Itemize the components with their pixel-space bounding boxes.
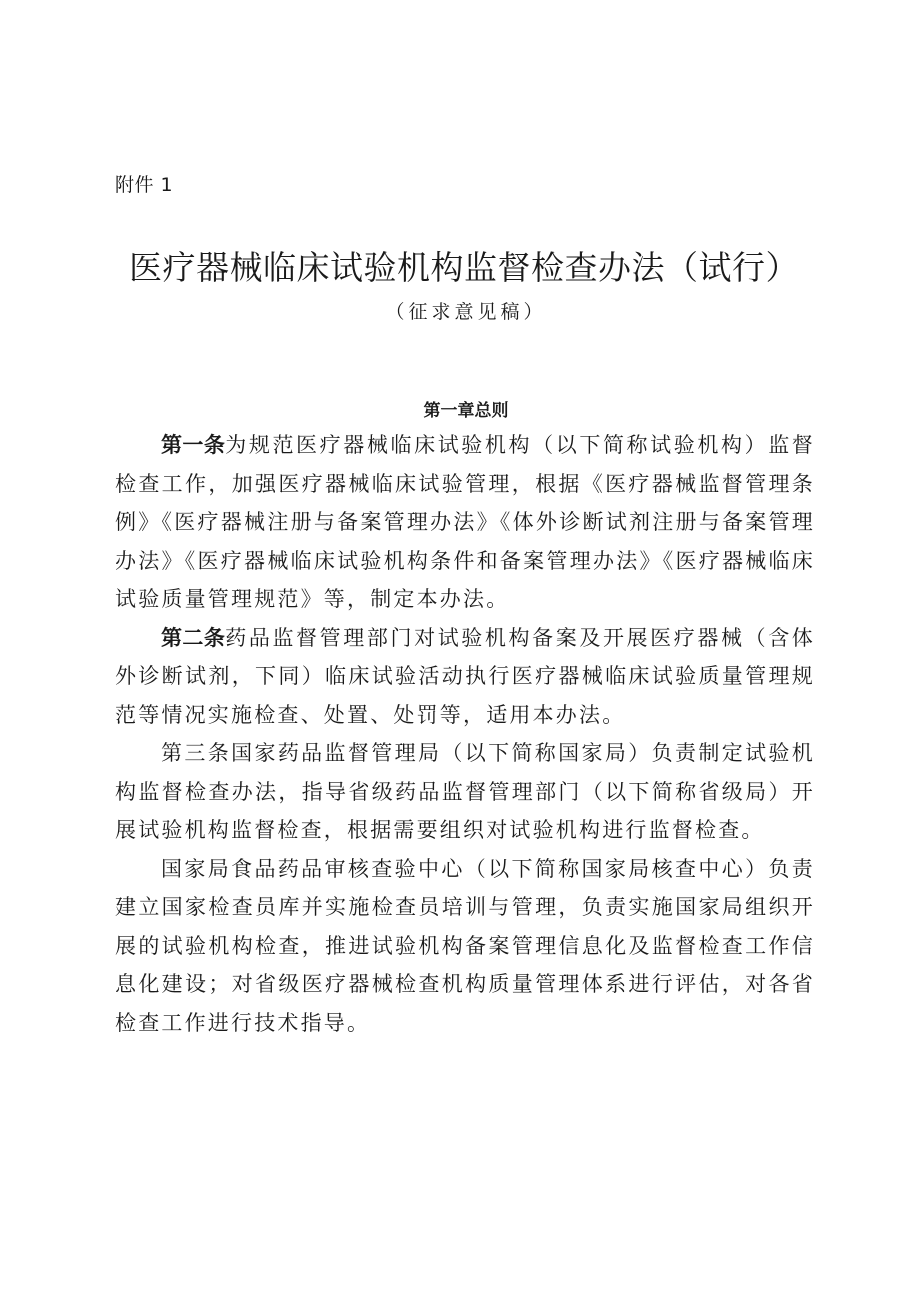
article-3-continuation-text: 国家局食品药品审核查验中心（以下简称国家局核查中心）负责建立国家检查员库并实施检查员培训与管理，负责实施国家局组织开展的试验机构检查，推进试验机构备案管理信息化及监督检查工作信息化建设；对省级医疗器械检查机构质量管理体系进行评估，对各省检查工作进行技术指导。 xyxy=(115,856,815,1035)
chapter-heading: 第一章总则 xyxy=(423,401,509,421)
article-2-lead: 第二条 xyxy=(161,625,226,650)
article-1-lead: 第一条 xyxy=(161,433,226,457)
article-1-paragraph xyxy=(115,426,815,619)
attachment-label: 附件 1 xyxy=(115,174,174,196)
document-title: 医疗器械临床试验机构监督检查办法（试行） xyxy=(129,248,799,287)
article-3-text: 第三条国家药品监督管理局（以下简称国家局）负责制定试验机构监督检查办法，指导省级药品监督管理部门（以下简称省级局）开展试验机构监督检查，根据需要组织对试验机构进行监督检查。 xyxy=(115,741,815,842)
article-3-paragraph xyxy=(115,734,815,850)
article-3-continuation-paragraph xyxy=(115,850,815,1043)
article-1-text: 为规范医疗器械临床试验机构（以下简称试验机构）监督检查工作，加强医疗器械临床试验管理，根据《医疗器械监督管理条例》《医疗器械注册与备案管理办法》《体外诊断试剂注册与备案管理办法》《医疗器械临床试验机构条件和备案管理办法》《医疗器械临床试验质量管理规范》等，制定本办法。 xyxy=(115,433,816,611)
article-2-paragraph xyxy=(115,619,815,735)
document-subtitle: （征求意见稿） xyxy=(385,301,547,323)
article-2-text: 药品监督管理部门对试验机构备案及开展医疗器械（含体外诊断试剂，下同）临床试验活动执行医疗器械临床试验质量管理规范等情况实施检查、处置、处罚等，适用本办法。 xyxy=(115,625,816,727)
document-body xyxy=(115,426,815,1042)
